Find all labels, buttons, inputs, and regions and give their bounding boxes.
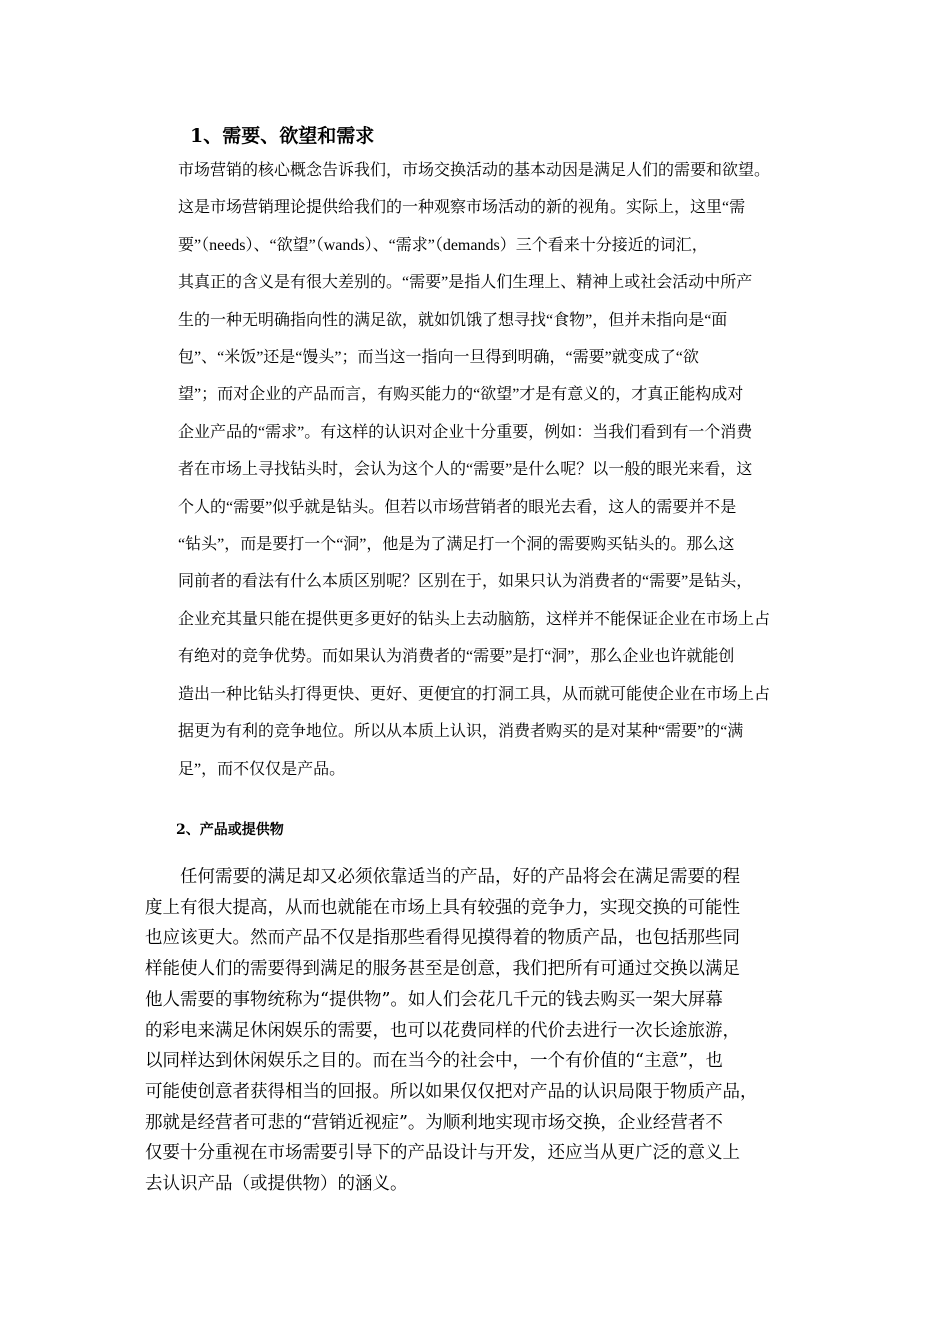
body-line: 任何需要的满足却又必须依靠适当的产品，好的产品将会在满足需要的程 bbox=[145, 867, 740, 887]
body-line: 企业充其量只能在提供更多更好的钻头上去动脑筋，这样并不能保证企业在市场上占 bbox=[178, 610, 771, 628]
body-line: 仅要十分重视在市场需要引导下的产品设计与开发，还应当从更广泛的意义上 bbox=[145, 1143, 740, 1164]
body-line: 也应该更大。然而产品不仅是指那些看得见摸得着的物质产品，也包括那些同 bbox=[145, 928, 740, 949]
body-line: 他人需要的事物统称为“提供物”。如人们会花几千元的钱去购买一架大屏幕 bbox=[145, 989, 723, 1010]
body-line: 企业产品的“需求”。有这样的认识对企业十分重要，例如：当我们看到有一个消费 bbox=[178, 423, 753, 441]
body-line: 以同样达到休闲娱乐之目的。而在当今的社会中，一个有价值的“主意”，也 bbox=[145, 1051, 723, 1072]
section-1-body bbox=[178, 152, 818, 788]
body-line: 足”，而不仅仅是产品。 bbox=[178, 760, 346, 778]
body-line: 同前者的看法有什么本质区别呢？区别在于，如果只认为消费者的“需要”是钻头， bbox=[178, 573, 753, 591]
body-line: 造出一种比钻头打得更快、更好、更便宜的打洞工具，从而就可能使企业在市场上占 bbox=[178, 685, 771, 703]
body-line: 要”（needs）、“欲望”（wands）、“需求”（demands）三个看来十分接近的词汇， bbox=[178, 236, 708, 254]
body-line: 度上有很大提高，从而也就能在市场上具有较强的竞争力，实现交换的可能性 bbox=[145, 897, 740, 918]
section-2-body bbox=[145, 862, 820, 1200]
body-line: 的彩电来满足休闲娱乐的需要，也可以花费同样的代价去进行一次长途旅游， bbox=[145, 1020, 740, 1041]
body-line: 市场营销的核心概念告诉我们，市场交换活动的基本动因是满足人们的需要和欲望。 bbox=[178, 162, 771, 179]
body-line: 者在市场上寻找钻头时，会认为这个人的“需要”是什么呢？以一般的眼光来看，这 bbox=[178, 461, 753, 479]
body-line: 望”；而对企业的产品而言，有购买能力的“欲望”才是有意义的，才真正能构成对 bbox=[178, 386, 744, 404]
body-line: 个人的“需要”似乎就是钻头。但若以市场营销者的眼光去看，这人的需要并不是 bbox=[178, 498, 737, 516]
body-line: 据更为有利的竞争地位。所以从本质上认识，消费者购买的是对某种“需要”的“满 bbox=[178, 723, 744, 741]
body-line: 样能使人们的需要得到满足的服务甚至是创意，我们把所有可通过交换以满足 bbox=[145, 959, 740, 980]
body-line: 去认识产品（或提供物）的涵义。 bbox=[145, 1174, 408, 1195]
body-line: 其真正的含义是有很大差别的。“需要”是指人们生理上、精神上或社会活动中所产 bbox=[178, 274, 753, 292]
body-line: 有绝对的竞争优势。而如果认为消费者的“需要”是打“洞”，那么企业也许就能创 bbox=[178, 648, 735, 666]
body-line: 这是市场营销理论提供给我们的一种观察市场活动的新的视角。实际上，这里“需 bbox=[178, 199, 746, 217]
body-line: 包”、“米饭”还是“馒头”；而当这一指向一旦得到明确，“需要”就变成了“欲 bbox=[178, 349, 699, 367]
section-heading-2: 2、产品或提供物 bbox=[176, 822, 284, 838]
body-line: 生的一种无明确指向性的满足欲，就如饥饿了想寻找“食物”，但并未指向是“面 bbox=[178, 311, 728, 329]
section-heading-1: 1、需要、欲望和需求 bbox=[190, 125, 375, 147]
body-line: 可能使创意者获得相当的回报。所以如果仅仅把对产品的认识局限于物质产品， bbox=[145, 1081, 758, 1102]
body-line: 那就是经营者可悲的“营销近视症”。为顺利地实现市场交换，企业经营者不 bbox=[145, 1112, 723, 1133]
body-line: “钻头”，而是要打一个“洞”，他是为了满足打一个洞的需要购买钻头的。那么这 bbox=[178, 536, 735, 554]
